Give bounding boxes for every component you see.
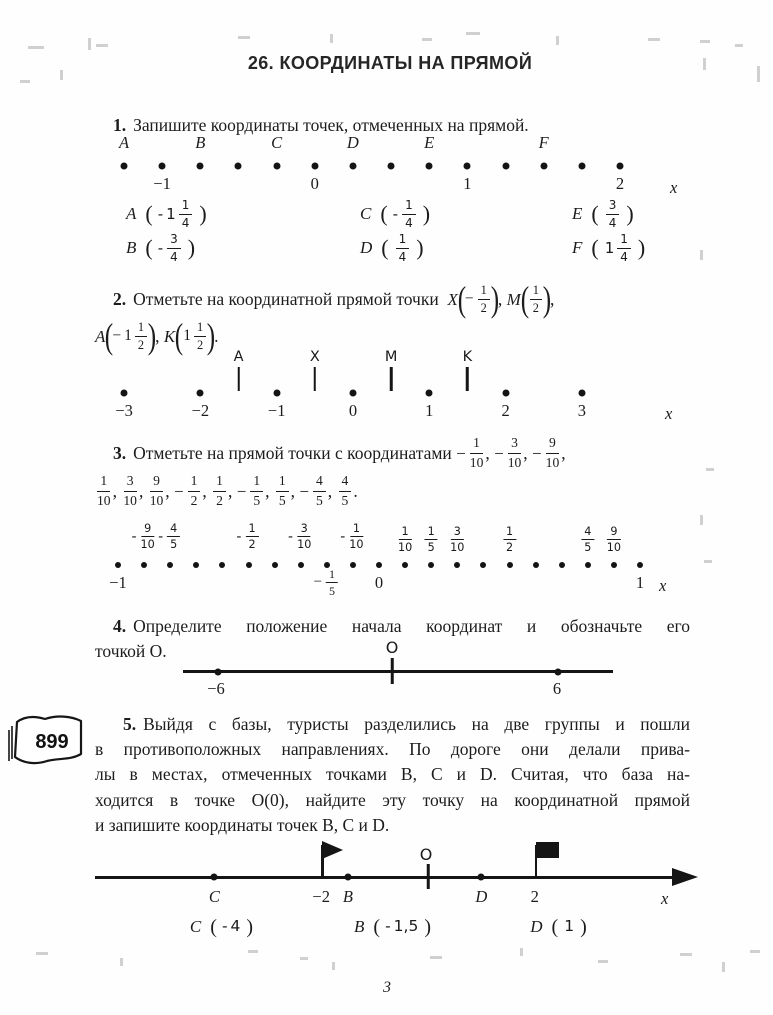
- suffix: .: [214, 325, 219, 346]
- axis-tick-label: 1: [425, 401, 434, 420]
- separator: ,: [202, 480, 212, 501]
- numerator: 1: [350, 522, 363, 537]
- axis-tick-label: −1: [267, 401, 286, 420]
- numerator: 1: [326, 567, 338, 583]
- close-paren: ): [422, 201, 431, 226]
- minus-sign: -: [221, 917, 228, 936]
- axis-tick-label: 0: [374, 573, 384, 592]
- close-paren: ): [542, 278, 552, 319]
- axis-tick-label: 6: [552, 679, 562, 698]
- denominator: 2: [505, 541, 514, 555]
- answer-letter: A: [126, 204, 137, 223]
- numerator: 1: [245, 522, 258, 537]
- ex5-text: лы в местах, отмеченных точками B, C и D. Считая, что база на-: [95, 764, 690, 785]
- open-paren: (: [210, 916, 217, 938]
- axis-label-B: B: [342, 887, 353, 906]
- denominator: 10: [349, 538, 364, 552]
- minus-sign: −: [464, 290, 474, 308]
- separator: ,: [138, 480, 148, 501]
- ex5-answer-D: [530, 912, 592, 942]
- whole-number: 1: [564, 917, 575, 936]
- numerator: 4: [581, 525, 594, 540]
- point-label-D: D: [346, 133, 359, 152]
- answer-letter: B: [354, 917, 365, 936]
- answer-letter: D: [360, 238, 373, 257]
- axis-tick-label: 0: [348, 401, 358, 420]
- section-title: 26. КООРДИНАТЫ НА ПРЯМОЙ: [247, 53, 533, 73]
- numerator: 1: [402, 198, 416, 214]
- denominator: 5: [316, 492, 323, 508]
- numerator: 9: [546, 435, 559, 453]
- handwritten-label-M: M: [384, 349, 398, 365]
- numerator: 4: [313, 473, 326, 491]
- denominator: 5: [329, 584, 336, 599]
- denominator: 5: [278, 492, 286, 508]
- minus-sign: -: [157, 204, 164, 223]
- open-paren: (: [551, 916, 559, 938]
- denominator: 4: [405, 215, 413, 230]
- point-label-E: E: [424, 133, 435, 152]
- separator: ,: [290, 480, 300, 501]
- axis-tick-label: 1: [463, 174, 472, 193]
- numerator: 3: [124, 473, 137, 491]
- denominator: 10: [97, 492, 111, 508]
- handwritten-label-K: K: [462, 349, 473, 365]
- axis-label-−2: −2: [312, 887, 330, 906]
- denominator: 10: [606, 541, 622, 555]
- close-paren: ): [626, 201, 634, 226]
- handwritten-origin-label: O: [385, 638, 399, 657]
- minus-sign: −: [456, 443, 466, 463]
- close-paren: ): [187, 235, 196, 260]
- answer-letter: D: [530, 917, 543, 936]
- numerator: 3: [508, 435, 521, 453]
- open-paren: (: [174, 315, 184, 356]
- numerator: 1: [396, 232, 410, 248]
- numerator: 1: [617, 232, 631, 248]
- handwritten-value: [563, 919, 575, 935]
- axis-tick-label: −3: [115, 401, 133, 420]
- denominator: 2: [248, 538, 256, 552]
- minus-sign: −: [174, 481, 184, 501]
- answer-letter: E: [572, 204, 583, 223]
- point-label-B: B: [195, 133, 206, 152]
- denominator: 5: [253, 492, 261, 508]
- minus-sign: −: [112, 327, 122, 345]
- axis-variable-label: x: [670, 178, 678, 197]
- ex5-number: 5.: [123, 714, 137, 734]
- open-paren: (: [145, 235, 153, 260]
- whole-number: 1,5: [393, 917, 419, 936]
- numerator: 3: [606, 198, 620, 214]
- whole-number: 1: [183, 327, 191, 345]
- point-name: K: [163, 326, 176, 346]
- numerator: 1: [530, 283, 542, 300]
- whole-number: 1: [166, 204, 176, 223]
- numerator: 1: [399, 525, 412, 540]
- handwritten-label-A: A: [233, 349, 244, 365]
- separator: ,: [155, 325, 164, 346]
- numerator: 3: [167, 232, 181, 248]
- denominator: 10: [507, 454, 522, 470]
- denominator: 10: [397, 541, 413, 555]
- denominator: 2: [216, 492, 223, 508]
- ex3-text: Отметьте на прямой точки с координатами: [133, 442, 457, 463]
- minus-sign: -: [340, 528, 346, 545]
- open-paren: (: [373, 916, 381, 938]
- open-paren: (: [591, 201, 599, 226]
- ex4-prompt-line2: точкой O.: [95, 640, 167, 661]
- suffix: .: [353, 480, 358, 501]
- ex2-number: 2.: [113, 288, 127, 309]
- close-paren: ): [637, 235, 646, 260]
- numerator: 1: [213, 473, 226, 491]
- numerator: 1: [470, 435, 483, 453]
- denominator: 4: [170, 249, 178, 264]
- close-paren: ): [416, 235, 424, 260]
- point-name: X: [447, 289, 458, 309]
- separator: ,: [327, 480, 337, 501]
- answer-letter: F: [572, 238, 583, 257]
- denominator: 10: [545, 454, 560, 470]
- denominator: 10: [149, 492, 164, 508]
- axis-variable-label: x: [665, 404, 673, 423]
- minus-sign: -: [385, 917, 391, 936]
- ex1-number: 1.: [113, 114, 127, 135]
- denominator: 10: [140, 538, 155, 552]
- denominator: 4: [398, 249, 407, 264]
- answer-letter: C: [189, 917, 202, 936]
- numerator: 1: [97, 473, 110, 491]
- ex5-text: в противоположных направлениях. По дороге они делали прива-: [95, 739, 690, 760]
- close-paren: ): [246, 916, 254, 938]
- numerator: 1: [250, 473, 263, 491]
- axis-tick-label: 2: [501, 401, 510, 420]
- point-name: A: [95, 326, 106, 346]
- denominator: 10: [469, 454, 484, 470]
- denominator: 2: [137, 337, 145, 352]
- handwritten-value: [385, 919, 419, 935]
- ex5-text: Выйдя с базы, туристы разделились на две группы и пошли: [143, 714, 690, 734]
- minus-sign: −: [494, 443, 504, 463]
- minus-sign: −: [313, 574, 323, 591]
- axis-tick-label: 1: [635, 573, 645, 592]
- numerator: 9: [607, 525, 620, 540]
- point-label-F: F: [538, 133, 549, 152]
- axis-tick-label: 2: [615, 174, 625, 193]
- denominator: 5: [584, 541, 592, 555]
- minus-sign: −: [236, 481, 247, 501]
- minus-sign: -: [236, 528, 242, 545]
- ex4-number: 4.: [113, 615, 127, 636]
- denominator: 2: [532, 300, 539, 315]
- close-paren: ): [147, 315, 157, 356]
- minus-sign: -: [288, 528, 294, 545]
- close-paren: ): [199, 201, 207, 226]
- axis-label-2: 2: [530, 887, 539, 906]
- ex2-text: Отметьте на координатной прямой точки: [133, 288, 448, 309]
- open-paren: (: [381, 235, 389, 260]
- minus-sign: -: [157, 238, 164, 257]
- open-paren: (: [145, 201, 153, 226]
- answer-letter: B: [126, 238, 137, 257]
- ex5-text: и запишите координаты точек B, C и D.: [95, 814, 390, 835]
- close-paren: ): [424, 916, 431, 938]
- open-paren: (: [380, 201, 388, 226]
- minus-sign: −: [532, 443, 542, 463]
- answer-letter: C: [360, 204, 372, 223]
- point-name: M: [506, 289, 521, 309]
- close-paren: ): [580, 916, 587, 938]
- numerator: 1: [425, 525, 438, 540]
- separator: ,: [165, 480, 175, 501]
- numerator: 3: [451, 525, 464, 540]
- whole-number: 1: [124, 327, 132, 345]
- axis-variable-label: x: [659, 576, 667, 595]
- numerator: 1: [135, 320, 147, 337]
- open-paren: (: [457, 278, 467, 319]
- numerator: 1: [179, 198, 193, 214]
- close-paren: ): [490, 278, 500, 319]
- denominator: 5: [427, 541, 435, 555]
- separator: ,: [227, 480, 237, 501]
- open-paren: (: [520, 278, 529, 319]
- badge-number: 899: [35, 731, 69, 753]
- separator: ,: [112, 480, 122, 501]
- axis-label-C: C: [208, 887, 220, 906]
- denominator: 5: [341, 492, 349, 508]
- denominator: 10: [297, 538, 312, 552]
- suffix: ,: [561, 442, 566, 463]
- ex1-text: Запишите координаты точек, отмеченных на прямой.: [133, 114, 529, 135]
- denominator: 4: [181, 215, 190, 230]
- axis-label-D: D: [475, 887, 488, 906]
- denominator: 2: [196, 337, 204, 352]
- suffix: ,: [549, 288, 555, 309]
- ex3-number: 3.: [113, 442, 127, 463]
- whole-number: 1: [604, 238, 615, 257]
- axis-variable-label: x: [661, 889, 669, 908]
- open-paren: (: [105, 315, 114, 356]
- axis-tick-label: 3: [577, 401, 587, 420]
- denominator: 4: [608, 215, 617, 230]
- axis-tick-label: −1: [153, 174, 171, 193]
- minus-sign: -: [158, 528, 164, 545]
- handwritten-origin-label: O: [419, 845, 433, 864]
- page-number: 3: [383, 979, 391, 996]
- minus-sign: -: [392, 204, 399, 223]
- numerator: 9: [150, 473, 163, 491]
- denominator: 5: [170, 538, 178, 552]
- minus-sign: −: [299, 481, 309, 501]
- numerator: 4: [339, 473, 352, 491]
- denominator: 2: [480, 300, 487, 315]
- whole-number: 4: [230, 917, 241, 936]
- close-paren: ): [206, 315, 216, 356]
- axis-tick-label: −1: [109, 573, 127, 592]
- ex5-answer-C: [190, 912, 258, 942]
- numerator: 1: [478, 283, 490, 300]
- denominator: 2: [190, 492, 198, 508]
- open-paren: (: [591, 235, 599, 260]
- numerator: 9: [141, 522, 154, 537]
- separator: ,: [485, 442, 495, 463]
- point-label-C: C: [271, 133, 283, 152]
- ex5-answer-B: [354, 912, 436, 942]
- minus-sign: -: [131, 528, 137, 545]
- denominator: 10: [123, 492, 137, 508]
- numerator: 1: [188, 473, 201, 491]
- numerator: 4: [167, 522, 180, 537]
- separator: ,: [497, 288, 507, 309]
- numerator: 1: [276, 473, 289, 491]
- numerator: 1: [194, 320, 206, 337]
- ex5-text: ходится в точке O(0), найдите эту точку на координатной прямой: [95, 789, 690, 810]
- axis-tick-label: −2: [191, 401, 210, 420]
- point-label-A: A: [118, 133, 130, 152]
- denominator: 10: [450, 541, 465, 555]
- axis-tick-label: −6: [207, 679, 225, 698]
- axis-tick-label: 0: [310, 174, 319, 193]
- ex4-text-line1: Определите положение начала координат и обозначьте его: [133, 615, 690, 636]
- denominator: 4: [620, 249, 628, 264]
- separator: ,: [265, 480, 274, 501]
- handwritten-label-X: X: [309, 349, 320, 365]
- separator: ,: [523, 442, 533, 463]
- handwritten-value: [222, 919, 241, 935]
- numerator: 3: [298, 522, 311, 537]
- numerator: 1: [503, 525, 516, 540]
